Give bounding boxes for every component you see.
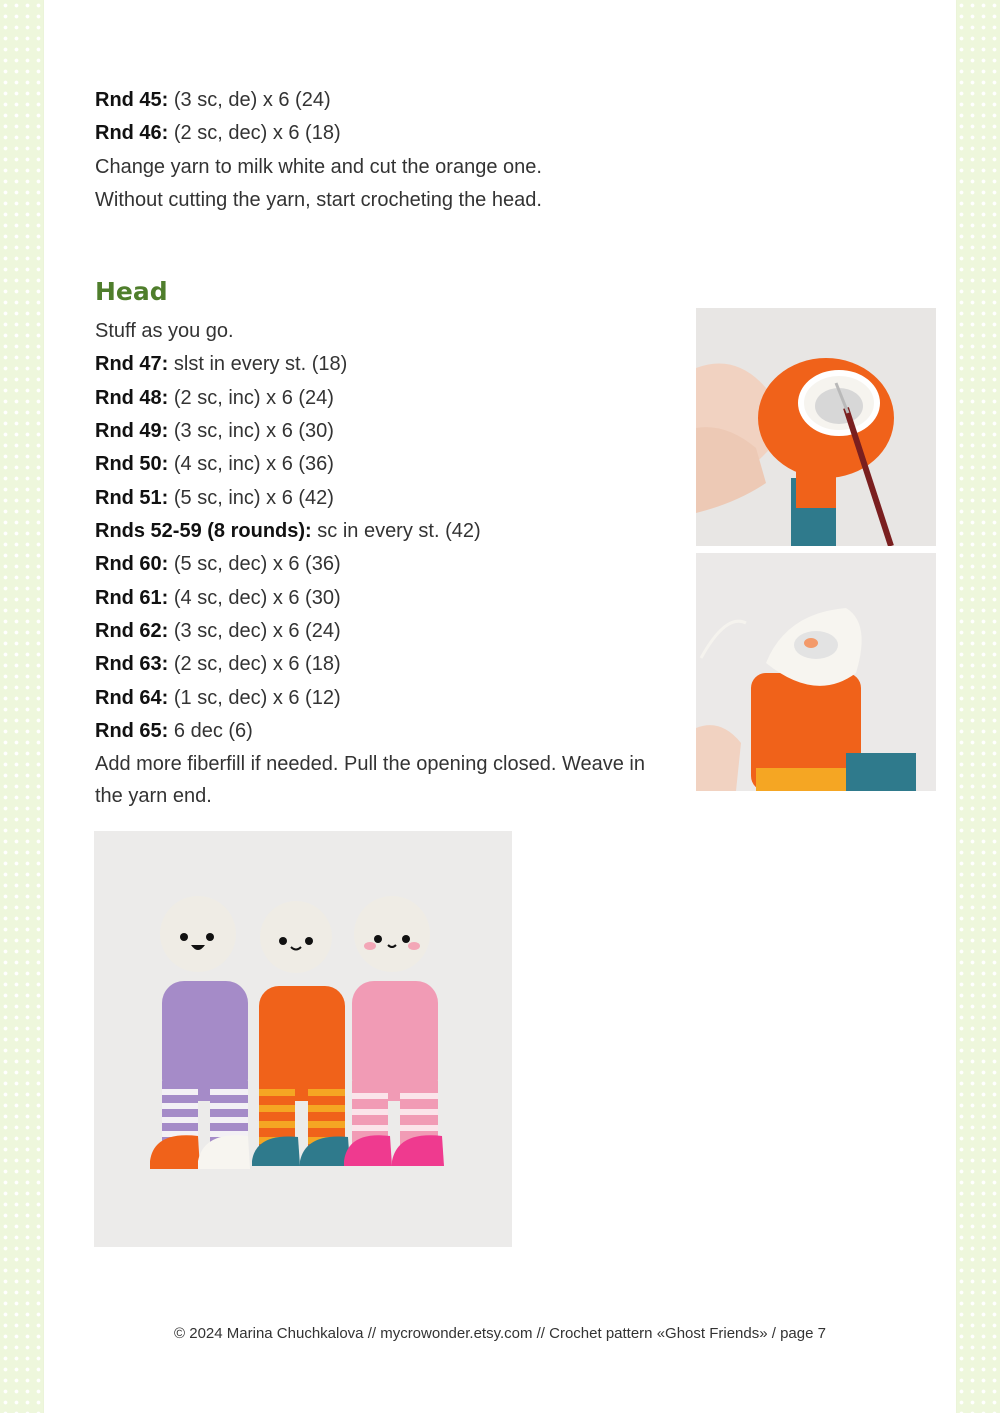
page-border-right <box>956 0 1000 1413</box>
text-line: Rnd 60: (5 sc, dec) x 6 (36) <box>95 553 341 575</box>
text-line: Rnd 63: (2 sc, dec) x 6 (18) <box>95 653 341 675</box>
text-line: Without cutting the yarn, start crocheting the head. <box>95 189 542 211</box>
text-line: Rnd 64: (1 sc, dec) x 6 (12) <box>95 687 341 709</box>
photo-finished-dolls <box>94 831 512 1247</box>
text-line: Rnd 51: (5 sc, inc) x 6 (42) <box>95 487 334 509</box>
text-line: Rnds 52-59 (8 rounds): sc in every st. (42) <box>95 520 481 542</box>
text-line: Change yarn to milk white and cut the orange one. <box>95 156 542 178</box>
text-line: Add more fiberfill if needed. Pull the opening closed. Weave in <box>95 753 645 775</box>
text-line: Rnd 62: (3 sc, dec) x 6 (24) <box>95 620 341 642</box>
photo-head-cup <box>696 553 936 791</box>
text-line: Rnd 50: (4 sc, inc) x 6 (36) <box>95 453 334 475</box>
photo-head-start-illustration <box>696 308 936 546</box>
text-line: Rnd 49: (3 sc, inc) x 6 (30) <box>95 420 334 442</box>
photo-head-cup-illustration <box>696 553 936 791</box>
text-line: Rnd 45: (3 sc, de) x 6 (24) <box>95 89 331 111</box>
page-footer: © 2024 Marina Chuchkalova // mycrowonder.etsy.com // Crochet pattern «Ghost Friends» / page 7 <box>174 1325 826 1342</box>
page-border-left <box>0 0 44 1413</box>
text-line: Stuff as you go. <box>95 320 234 342</box>
text-line: Rnd 61: (4 sc, dec) x 6 (30) <box>95 587 341 609</box>
photo-finished-dolls-illustration <box>94 831 512 1247</box>
text-line: Rnd 46: (2 sc, dec) x 6 (18) <box>95 122 341 144</box>
text-line: the yarn end. <box>95 785 212 807</box>
text-line: Rnd 47: slst in every st. (18) <box>95 353 348 375</box>
photo-head-start <box>696 308 936 546</box>
text-line: Rnd 48: (2 sc, inc) x 6 (24) <box>95 387 334 409</box>
section-heading: Head <box>95 277 168 306</box>
text-line: Rnd 65: 6 dec (6) <box>95 720 253 742</box>
